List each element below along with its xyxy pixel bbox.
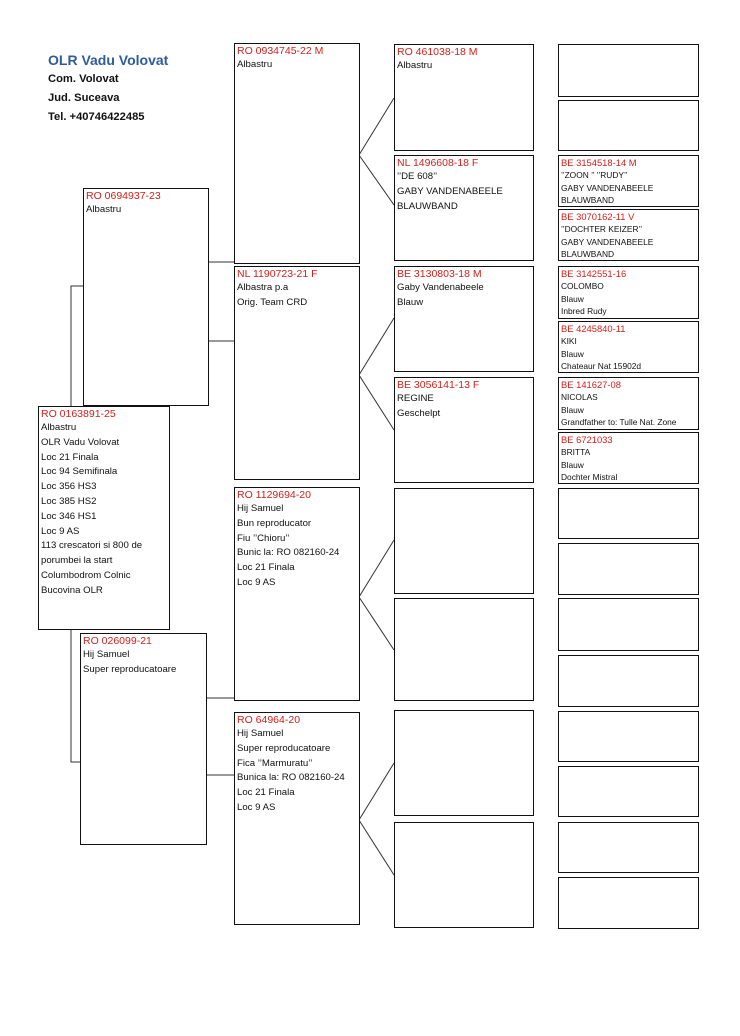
gen4-line: Blauw bbox=[561, 404, 584, 415]
connector-subject-dam bbox=[71, 630, 80, 762]
sire-dam-line: Orig. Team CRD bbox=[237, 296, 308, 308]
gen4-card-11 bbox=[558, 598, 699, 651]
gen4-card-2 bbox=[558, 100, 699, 151]
gen3-ring-number: RO 461038-18 M bbox=[397, 46, 478, 58]
breeder-phone: Tel. +40746422485 bbox=[48, 111, 145, 123]
gen4-ring-number: BE 3070162-11 V bbox=[561, 211, 635, 222]
dam-ring-number: RO 026099-21 bbox=[83, 635, 152, 647]
connector-g2a-up bbox=[359, 98, 394, 155]
connector-g2c-up bbox=[359, 540, 394, 597]
connector-g2a-down bbox=[359, 155, 394, 205]
subject-line: 113 crescatori si 800 de bbox=[41, 540, 143, 552]
sire-dam-card bbox=[234, 266, 360, 480]
gen3-card-5 bbox=[394, 488, 534, 594]
sire-dam-ring-number: NL 1190723-21 F bbox=[237, 268, 318, 280]
gen4-ring-number: BE 6721033 bbox=[561, 434, 613, 445]
subject-line: Bucovina OLR bbox=[41, 584, 103, 596]
gen3-card-4 bbox=[394, 377, 534, 483]
dam-dam-ring-number: RO 64964-20 bbox=[237, 714, 301, 726]
gen4-line: Grandfather to: Tulle Nat. Zone bbox=[561, 417, 677, 428]
dam-dam-line: Super reproducatoare bbox=[237, 742, 331, 754]
gen4-card-6 bbox=[558, 321, 699, 373]
dam-dam-card bbox=[234, 712, 360, 925]
subject-ring-number: RO 0163891-25 bbox=[41, 408, 116, 420]
sire-line: Albastru bbox=[86, 204, 122, 215]
subject-line: porumbei la start bbox=[41, 555, 113, 567]
gen4-line: BRITTA bbox=[561, 447, 591, 457]
gen4-card-15 bbox=[558, 822, 699, 873]
sire-ring-number: RO 0694937-23 bbox=[86, 190, 161, 202]
breeder-header bbox=[48, 50, 168, 127]
dam-sire-line: Loc 9 AS bbox=[237, 576, 276, 588]
gen4-card-1 bbox=[558, 44, 699, 97]
subject-line: Loc 9 AS bbox=[41, 525, 80, 537]
dam-card bbox=[80, 633, 207, 845]
breeder-commune: Com. Volovat bbox=[48, 73, 119, 85]
sire-dam-line: Albastra p.a bbox=[237, 282, 289, 293]
gen4-ring-number: BE 141627-08 bbox=[561, 379, 621, 390]
gen4-card-14 bbox=[558, 766, 699, 817]
dam-dam-line: Bunica la: RO 082160-24 bbox=[237, 772, 345, 784]
gen4-line: BLAUWBAND bbox=[561, 195, 615, 206]
gen4-card-12 bbox=[558, 655, 699, 707]
connector-g2c-down bbox=[359, 597, 394, 650]
dam-dam-line: Loc 9 AS bbox=[237, 801, 276, 813]
subject-pigeon-card bbox=[38, 406, 170, 630]
gen4-card-16 bbox=[558, 877, 699, 929]
breeder-title: OLR Vadu Volovat bbox=[48, 52, 169, 68]
dam-sire-line: Fiu ’’Chioru’’ bbox=[237, 532, 290, 544]
gen4-card-4 bbox=[558, 209, 699, 261]
gen4-card-10 bbox=[558, 543, 699, 595]
subject-line: Loc 94 Semifinala bbox=[41, 466, 118, 478]
gen4-line: Blauw bbox=[561, 459, 584, 470]
connector-g2b-up bbox=[359, 318, 394, 375]
dam-sire-card bbox=[234, 487, 360, 701]
sire-sire-line: Albastru bbox=[237, 59, 273, 70]
subject-line: Columbodrom Colnic bbox=[41, 569, 131, 581]
dam-dam-line: Loc 21 Finala bbox=[237, 787, 295, 799]
subject-line: Loc 385 HS2 bbox=[41, 495, 97, 507]
gen3-ring-number: NL 1496608-18 F bbox=[397, 157, 479, 169]
subject-line: Loc 356 HS3 bbox=[41, 481, 97, 493]
gen3-card-6 bbox=[394, 598, 534, 701]
dam-sire-line: Bun reproducator bbox=[237, 517, 312, 529]
gen4-line: NICOLAS bbox=[561, 392, 598, 402]
gen3-line: Blauw bbox=[397, 296, 424, 308]
dam-sire-line: Bunic la: RO 082160-24 bbox=[237, 547, 340, 559]
gen4-line: Inbred Rudy bbox=[561, 306, 607, 317]
gen4-card-13 bbox=[558, 711, 699, 762]
gen4-line: Chateaur Nat 15902d bbox=[561, 361, 642, 372]
gen4-ring-number: BE 3142551-16 bbox=[561, 268, 627, 279]
gen3-card-1 bbox=[394, 44, 534, 151]
dam-line: Hij Samuel bbox=[83, 649, 130, 660]
breeder-county: Jud. Suceava bbox=[48, 92, 120, 104]
sire-card bbox=[83, 188, 209, 406]
connector-g2b-down bbox=[359, 375, 394, 430]
gen4-line: BLAUWBAND bbox=[561, 249, 615, 260]
gen3-line: REGINE bbox=[397, 393, 434, 404]
subject-line: Loc 346 HS1 bbox=[41, 510, 97, 522]
gen3-line: Geschelpt bbox=[397, 407, 441, 419]
gen3-line: BLAUWBAND bbox=[397, 200, 458, 212]
connector-g2d-up bbox=[359, 763, 394, 820]
gen4-line: ’’ZOON ’’ ’’RUDY’’ bbox=[561, 170, 628, 180]
connector-subject-sire bbox=[71, 286, 83, 407]
dam-dam-line: Fica ’’Marmuratu’’ bbox=[237, 757, 313, 769]
connector-g2d-down bbox=[359, 820, 394, 875]
subject-line: Albastru bbox=[41, 422, 77, 433]
gen4-line: GABY VANDENABEELE bbox=[561, 236, 654, 247]
gen4-line: COLOMBO bbox=[561, 281, 604, 291]
gen4-card-7 bbox=[558, 377, 699, 430]
dam-sire-line: Hij Samuel bbox=[237, 503, 284, 514]
gen4-line: Blauw bbox=[561, 293, 584, 304]
gen3-card-7 bbox=[394, 710, 534, 816]
gen3-line: ’’DE 608’’ bbox=[397, 171, 438, 182]
gen4-line: Blauw bbox=[561, 348, 584, 359]
gen4-line: GABY VANDENABEELE bbox=[561, 182, 654, 193]
gen3-card-2 bbox=[394, 155, 534, 261]
sire-sire-ring-number: RO 0934745-22 M bbox=[237, 45, 324, 57]
gen4-line: KIKI bbox=[561, 336, 577, 346]
gen4-line: Dochter Mistral bbox=[561, 472, 618, 483]
dam-sire-ring-number: RO 1129694-20 bbox=[237, 489, 311, 501]
dam-sire-line: Loc 21 Finala bbox=[237, 562, 295, 574]
gen3-card-3 bbox=[394, 266, 534, 372]
gen4-ring-number: BE 4245840-11 bbox=[561, 323, 626, 334]
gen4-card-5 bbox=[558, 266, 699, 319]
gen4-ring-number: BE 3154518-14 M bbox=[561, 157, 637, 168]
gen3-line: GABY VANDENABEELE bbox=[397, 185, 503, 197]
dam-line: Super reproducatoare bbox=[83, 663, 177, 675]
gen3-card-8 bbox=[394, 822, 534, 928]
dam-dam-line: Hij Samuel bbox=[237, 728, 284, 739]
gen4-card-3 bbox=[558, 155, 699, 207]
sire-sire-card bbox=[234, 43, 360, 264]
subject-line: Loc 21 Finala bbox=[41, 451, 99, 463]
gen3-line: Gaby Vandenabeele bbox=[397, 282, 484, 293]
gen4-card-8 bbox=[558, 432, 699, 484]
gen3-ring-number: BE 3130803-18 M bbox=[397, 268, 482, 280]
gen4-line: ’’DOCHTER KEIZER’’ bbox=[561, 224, 643, 234]
gen3-line: Albastru bbox=[397, 60, 433, 71]
subject-line: OLR Vadu Volovat bbox=[41, 436, 120, 448]
gen3-ring-number: BE 3056141-13 F bbox=[397, 379, 480, 391]
gen4-card-9 bbox=[558, 488, 699, 539]
